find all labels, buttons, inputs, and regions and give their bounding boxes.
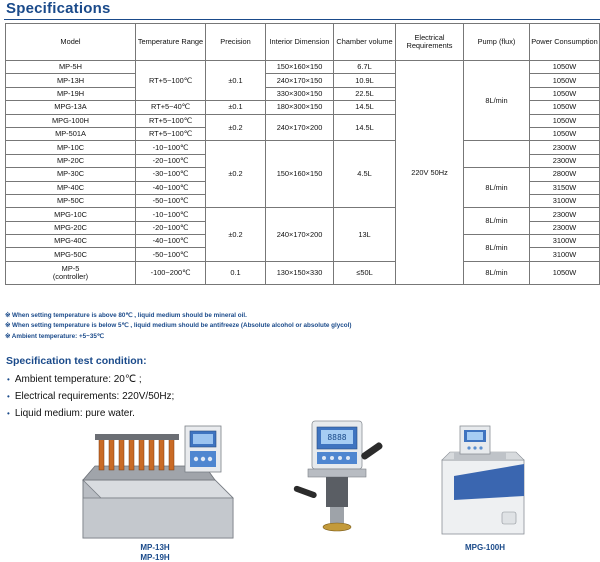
caption-line: MP-13H [140,543,170,552]
header-power-consumption: Power Consumption [530,24,600,61]
cell-temperature: -10~100℃ [136,141,206,154]
cell-model: MP-501A [6,127,136,140]
cell-model: MPG-13A [6,101,136,114]
cell-dimension: 240×170×150 [266,74,334,87]
cell-model: MPG-10C [6,208,136,221]
cell-power: 2800W [530,168,600,181]
cell-power: 1050W [530,74,600,87]
cell-temperature: -50~100℃ [136,194,206,207]
header-precision: Precision [206,24,266,61]
cell-power: 3100W [530,248,600,261]
cell-model: MP-5H [6,61,136,74]
cell-dimension: 180×300×150 [266,101,334,114]
cell-pump: 8L/min [464,168,530,208]
test-condition-list [7,371,174,422]
cell-precision: ±0.2 [206,208,266,262]
cell-dimension: 330×300×150 [266,87,334,100]
cell-temperature: RT+5~40℃ [136,101,206,114]
test-tube-rack [95,434,179,470]
cell-model: MP-5 (controller) [6,261,136,284]
cell-temperature: -20~100℃ [136,221,206,234]
header-electrical-requirements: Electrical Requirements [396,24,464,61]
cell-model: MPG-100H [6,114,136,127]
cell-power: 1050W [530,114,600,127]
cell-temperature: -50~100℃ [136,248,206,261]
cell-power: 1050W [530,61,600,74]
cell-dimension: 150×160×150 [266,141,334,208]
cell-model: MP-20C [6,154,136,167]
cell-volume: 14.5L [334,114,396,141]
cell-precision: ±0.2 [206,141,266,208]
table-row [6,141,600,154]
cell-power: 1050W [530,127,600,140]
caption-line: MP-19H [140,552,170,562]
controller-unit [185,426,221,472]
cell-power: 2300W [530,154,600,167]
cell-temperature: -30~100℃ [136,168,206,181]
header-temperature-range: Temperature Range [136,24,206,61]
header-pump: Pump (flux) [464,24,530,61]
cell-power: 2300W [530,221,600,234]
cell-temperature: -40~100℃ [136,235,206,248]
notes [5,311,351,342]
test-condition-item: • Ambient temperature: 20℃ ; [7,371,174,388]
cell-model: MP-50C [6,194,136,207]
cell-model: MP-19H [6,87,136,100]
specifications-table [5,23,600,285]
header-chamber-volume: Chamber volume [334,24,396,61]
cell-temperature: -10~100℃ [136,208,206,221]
product-caption-mp-13h [130,543,180,562]
cell-model: MP-40C [6,181,136,194]
display-readout: 8888 [327,433,347,442]
cell-pump [464,141,530,168]
cell-power: 2300W [530,208,600,221]
cell-volume: 4.5L [334,141,396,208]
cell-electrical: 220V 50Hz [396,61,464,285]
cell-pump: 8L/min [464,261,530,284]
cell-dimension: 240×170×200 [266,114,334,141]
test-condition-title: Specification test condition: [6,355,147,367]
cell-model: MPG-40C [6,235,136,248]
cell-volume: 13L [334,208,396,262]
cell-volume: 6.7L [334,61,396,74]
table-row [6,261,600,284]
controller-unit [460,426,490,454]
header-model: Model [6,24,136,61]
cell-volume: ≤50L [334,261,396,284]
cell-model: MPG-50C [6,248,136,261]
cell-power: 3100W [530,235,600,248]
cell-volume: 10.9L [334,74,396,87]
cell-precision: ±0.1 [206,61,266,101]
cell-power: 3150W [530,181,600,194]
immersion-controller-image [290,415,385,535]
cell-dimension: 130×150×330 [266,261,334,284]
cell-power: 2300W [530,141,600,154]
cell-power: 3100W [530,194,600,207]
cell-temperature: -100~200℃ [136,261,206,284]
test-condition-item: • Electrical requirements: 220V/50Hz; [7,388,174,405]
note-mineral-oil: ※ When setting temperature is above 80℃ , liquid medium should be mineral oil. [5,312,247,319]
cell-model: MP-13H [6,74,136,87]
cell-pump: 8L/min [464,208,530,235]
mp-13h-bath-image [65,420,245,542]
table-header-row [6,24,600,61]
title-divider [4,19,600,20]
cell-power: 1050W [530,87,600,100]
cell-precision: ±0.2 [206,114,266,141]
cell-power: 1050W [530,261,600,284]
table-row [6,208,600,221]
cell-volume: 14.5L [334,101,396,114]
cell-pump: 8L/min [464,235,530,262]
cell-precision: 0.1 [206,261,266,284]
mpg-100h-bath-image [432,420,532,538]
cell-temperature: RT+5~100℃ [136,114,206,127]
cell-precision: ±0.1 [206,101,266,114]
cell-dimension: 150×160×150 [266,61,334,74]
table-row [6,61,600,74]
cell-temperature: RT+5~100℃ [136,61,206,101]
cell-temperature: -40~100℃ [136,181,206,194]
cell-dimension: 240×170×200 [266,208,334,262]
product-caption-mpg-100h: MPG-100H [464,543,505,552]
cell-temperature: -20~100℃ [136,154,206,167]
header-interior-dimension: Interior Dimension [266,24,334,61]
note-ambient: ※ Ambient temperature: +5~35℃ [5,332,104,340]
cell-model: MPG-20C [6,221,136,234]
test-condition-item: • Liquid medium: pure water. [7,405,174,422]
cell-power: 1050W [530,101,600,114]
page-title: Specifications [6,0,111,17]
cell-pump: 8L/min [464,61,530,141]
cell-model: MP-10C [6,141,136,154]
note-antifreeze: ※ When setting temperature is below 5℃ , liquid medium should be antifreeze (Absolute alcohol or absolute glycol) [5,322,352,330]
cell-temperature: RT+5~100℃ [136,127,206,140]
cell-volume: 22.5L [334,87,396,100]
cell-model: MP-30C [6,168,136,181]
